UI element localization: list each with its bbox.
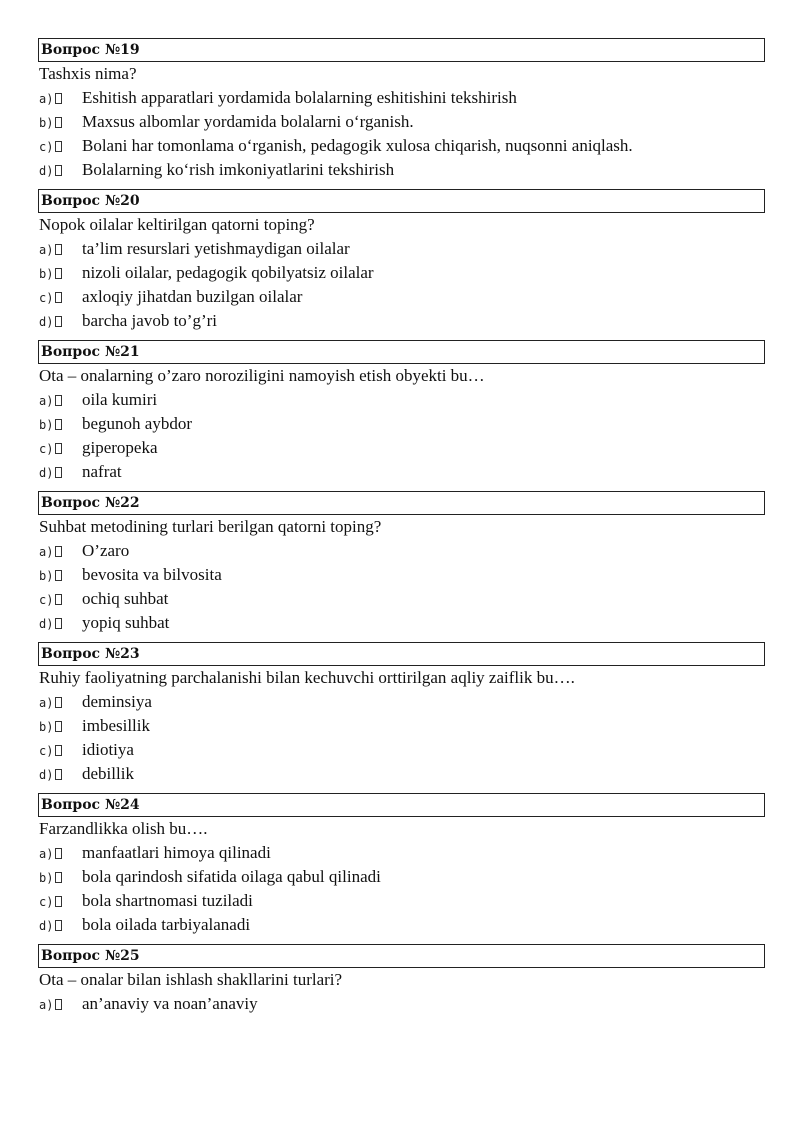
checkbox-icon[interactable] — [55, 467, 62, 478]
question-header: Вопрос №20 — [38, 189, 765, 213]
checkbox-icon[interactable] — [55, 721, 62, 732]
option-letter: b) — [39, 418, 54, 432]
answer-option[interactable] — [38, 714, 765, 738]
checkbox-icon[interactable] — [55, 292, 62, 303]
checkbox-icon[interactable] — [55, 920, 62, 931]
question-text: Ota – onalar bilan ishlash shakllarini turlari? — [39, 970, 343, 989]
option-text: axloqiy jihatdan buzilgan oilalar — [82, 287, 303, 306]
question-text: Tashxis nima? — [39, 64, 137, 83]
question-text: Suhbat metodining turlari berilgan qatorni toping? — [39, 517, 382, 536]
answer-option[interactable] — [38, 110, 765, 134]
option-text: imbesillik — [82, 716, 150, 735]
checkbox-icon[interactable] — [55, 165, 62, 176]
checkbox-icon[interactable] — [55, 443, 62, 454]
option-letter: d) — [39, 315, 54, 329]
question-header: Вопрос №23 — [38, 642, 765, 666]
checkbox-icon[interactable] — [55, 999, 62, 1010]
question-header: Вопрос №22 — [38, 491, 765, 515]
answer-option[interactable] — [38, 865, 765, 889]
question-header: Вопрос №19 — [38, 38, 765, 62]
answer-option[interactable] — [38, 913, 765, 937]
checkbox-icon[interactable] — [55, 395, 62, 406]
option-text: ta’lim resurslari yetishmaydigan oilalar — [82, 239, 350, 258]
answer-option[interactable] — [38, 611, 765, 635]
question-header: Вопрос №24 — [38, 793, 765, 817]
option-text: Maxsus albomlar yordamida bolalarni o‘rganish. — [82, 112, 414, 131]
option-letter: b) — [39, 569, 54, 583]
checkbox-icon[interactable] — [55, 618, 62, 629]
option-letter: d) — [39, 466, 54, 480]
option-letter: a) — [39, 847, 54, 861]
answer-option[interactable] — [38, 261, 765, 285]
answer-option[interactable] — [38, 309, 765, 333]
option-letter: a) — [39, 696, 54, 710]
option-text: giperopeka — [82, 438, 158, 457]
answer-option[interactable] — [38, 992, 765, 1016]
option-letter: c) — [39, 895, 54, 909]
option-letter: c) — [39, 442, 54, 456]
answer-option[interactable] — [38, 86, 765, 110]
checkbox-icon[interactable] — [55, 848, 62, 859]
option-letter: d) — [39, 919, 54, 933]
option-text: Bolani har tomonlama o‘rganish, pedagogik xulosa chiqarish, nuqsonni aniqlash. — [82, 136, 633, 155]
question-header: Вопрос №25 — [38, 944, 765, 968]
option-letter: b) — [39, 720, 54, 734]
option-text: ochiq suhbat — [82, 589, 169, 608]
option-letter: b) — [39, 871, 54, 885]
checkbox-icon[interactable] — [55, 745, 62, 756]
answer-option[interactable] — [38, 412, 765, 436]
option-text: bola qarindosh sifatida oilaga qabul qilinadi — [82, 867, 381, 886]
question-list — [38, 38, 765, 1023]
option-letter: c) — [39, 744, 54, 758]
answer-option[interactable] — [38, 285, 765, 309]
option-text: bevosita va bilvosita — [82, 565, 222, 584]
answer-option[interactable] — [38, 460, 765, 484]
option-text: yopiq suhbat — [82, 613, 170, 632]
checkbox-icon[interactable] — [55, 872, 62, 883]
answer-option[interactable] — [38, 587, 765, 611]
option-text: bola oilada tarbiyalanadi — [82, 915, 251, 934]
option-text: Eshitish apparatlari yordamida bolalarning eshitishini tekshirish — [82, 88, 517, 107]
question-text: Nopok oilalar keltirilgan qatorni toping? — [39, 215, 315, 234]
question-block — [38, 340, 765, 484]
question-text: Ruhiy faoliyatning parchalanishi bilan kechuvchi orttirilgan aqliy zaiflik bu…. — [39, 668, 575, 687]
option-letter: c) — [39, 593, 54, 607]
checkbox-icon[interactable] — [55, 268, 62, 279]
checkbox-icon[interactable] — [55, 896, 62, 907]
question-block — [38, 491, 765, 635]
option-text: nizoli oilalar, pedagogik qobilyatsiz oilalar — [82, 263, 374, 282]
question-header: Вопрос №21 — [38, 340, 765, 364]
answer-option[interactable] — [38, 134, 765, 158]
checkbox-icon[interactable] — [55, 769, 62, 780]
answer-option[interactable] — [38, 539, 765, 563]
answer-option[interactable] — [38, 690, 765, 714]
option-text: bola shartnomasi tuziladi — [82, 891, 253, 910]
option-letter: b) — [39, 267, 54, 281]
option-letter: a) — [39, 545, 54, 559]
question-block — [38, 793, 765, 937]
answer-option[interactable] — [38, 388, 765, 412]
option-text: oila kumiri — [82, 390, 158, 409]
checkbox-icon[interactable] — [55, 244, 62, 255]
answer-option[interactable] — [38, 237, 765, 261]
option-letter: a) — [39, 998, 54, 1012]
checkbox-icon[interactable] — [55, 93, 62, 104]
checkbox-icon[interactable] — [55, 141, 62, 152]
option-text: deminsiya — [82, 692, 152, 711]
checkbox-icon[interactable] — [55, 594, 62, 605]
checkbox-icon[interactable] — [55, 697, 62, 708]
option-letter: a) — [39, 394, 54, 408]
answer-option[interactable] — [38, 738, 765, 762]
option-letter: b) — [39, 116, 54, 130]
checkbox-icon[interactable] — [55, 419, 62, 430]
option-text: nafrat — [82, 462, 122, 481]
option-letter: a) — [39, 92, 54, 106]
answer-option[interactable] — [38, 563, 765, 587]
question-block — [38, 642, 765, 786]
answer-option[interactable] — [38, 158, 765, 182]
checkbox-icon[interactable] — [55, 117, 62, 128]
question-text: Farzandlikka olish bu…. — [39, 819, 208, 838]
option-text: barcha javob to’g’ri — [82, 311, 217, 330]
question-block — [38, 189, 765, 333]
answer-option[interactable] — [38, 889, 765, 913]
option-text: Bolalarning ko‘rish imkoniyatlarini tekshirish — [82, 160, 395, 179]
answer-option[interactable] — [38, 841, 765, 865]
option-text: idiotiya — [82, 740, 134, 759]
option-text: begunoh aybdor — [82, 414, 193, 433]
question-block — [38, 38, 765, 182]
option-text: O’zaro — [82, 541, 130, 560]
checkbox-icon[interactable] — [55, 316, 62, 327]
question-block — [38, 944, 765, 1016]
checkbox-icon[interactable] — [55, 546, 62, 557]
option-letter: c) — [39, 291, 54, 305]
option-letter: d) — [39, 768, 54, 782]
option-letter: d) — [39, 617, 54, 631]
option-letter: a) — [39, 243, 54, 257]
option-text: manfaatlari himoya qilinadi — [82, 843, 271, 862]
option-text: an’anaviy va noan’anaviy — [82, 994, 258, 1013]
answer-option[interactable] — [38, 436, 765, 460]
option-text: debillik — [82, 764, 134, 783]
option-letter: c) — [39, 140, 54, 154]
option-letter: d) — [39, 164, 54, 178]
checkbox-icon[interactable] — [55, 570, 62, 581]
question-text: Ota – onalarning o’zaro noroziligini namoyish etish obyekti bu… — [39, 366, 485, 385]
answer-option[interactable] — [38, 762, 765, 786]
